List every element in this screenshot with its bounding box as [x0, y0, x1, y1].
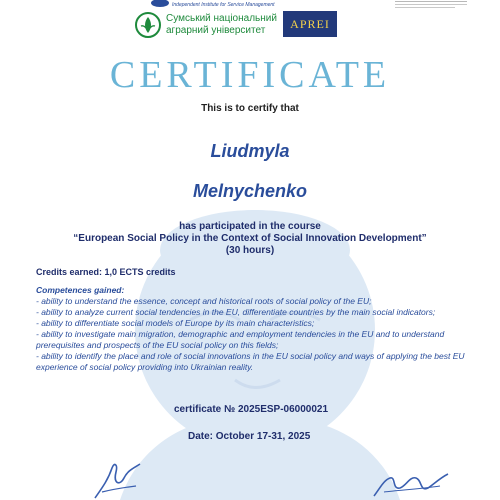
institute-logo	[150, 0, 320, 8]
course-title: “European Social Policy in the Context of Social Innovation Development”	[73, 233, 427, 244]
course-hours: (30 hours)	[225, 245, 275, 256]
signature-left	[90, 458, 145, 500]
competence-item: - ability to differentiate social models of Europe by its main characteristics;	[36, 318, 315, 328]
sumy-university-logo	[135, 12, 296, 38]
competence-item: - ability to identify the place and role of social innovations in the EU social policy and ways of applying the best EU experience of social policy providing into Ukrainian reality.	[36, 351, 465, 372]
certificate-number: certificate № 2025ESP-06000021	[174, 404, 329, 415]
recipient-first-name: Liudmyla	[210, 141, 290, 161]
competence-item: - ability to investigate main migration, demographic and employment tendencies in the EU and to understand prerequisites and prospects of the EU social policy on this fields;	[36, 329, 445, 350]
competences-heading: Competences gained:	[36, 285, 125, 295]
certificate-date: Date: October 17-31, 2025	[188, 431, 311, 442]
recipient-last-name: Melnychenko	[192, 181, 308, 201]
competence-item: - ability to analyze current social tendencies in the EU, differentiate countries by the main social indicators;	[36, 307, 436, 317]
certify-line: This is to certify that	[201, 103, 299, 114]
credits-earned: Credits earned: 1,0 ECTS credits	[36, 267, 176, 277]
signature-right	[370, 470, 450, 500]
participated-line: has participated in the course	[179, 221, 321, 232]
competence-item: - ability to understand the essence, concept and historical roots of social policy of the EU;	[36, 296, 372, 306]
certificate-title: CERTIFICATE	[109, 54, 391, 96]
sumy-university-name: Сумський національний аграрний університет	[166, 13, 277, 36]
aprei-logo: APREI	[283, 11, 337, 37]
svg-text:Independent Institute for Serv: Independent Institute for Service Management	[172, 2, 275, 8]
sumy-emblem-icon	[135, 12, 161, 38]
competences-block	[36, 285, 476, 373]
partner-logo	[395, 0, 470, 9]
